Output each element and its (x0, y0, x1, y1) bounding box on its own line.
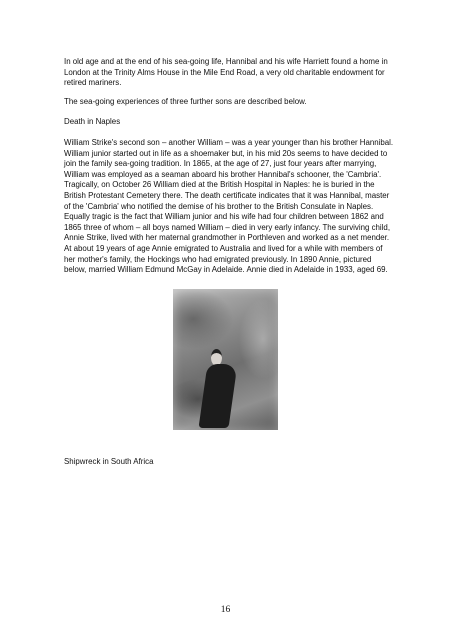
section-heading-shipwreck: Shipwreck in South Africa (64, 457, 154, 466)
annie-strike-photo (173, 289, 278, 430)
paragraph-further-sons: The sea-going experiences of three further sons are described below. (64, 97, 307, 106)
section-heading-death-in-naples: Death in Naples (64, 117, 121, 126)
photo-figure-dress (199, 364, 238, 428)
page-number: 16 (220, 605, 231, 615)
paragraph-william-junior: William Strike's second son – another William – was a year younger than his brother Hannibal. William junior started out in life as a shoemaker but, in his mid 20s seems to have decided to join the family sea-going tradition. In 1865, at the age of 27, just four years after marrying, William was employed as a seaman aboard his brother Hannibal's schooner, the 'Cambria'. Tragically, on October 26 William died at the British Hospital in Naples: he is buried in the British Protestant Cemetery there. The death certificate indicates that it was Hannibal, master of the 'Cambria' who notified the demise of his brother to the British Consulate in Naples. Equally tragic is the fact that William junior and his wife had four children between 1862 and 1865 three of whom – all boys named William – died in very early infancy. The surviving child, Annie Strike, lived with her maternal grandmother in Porthleven and worked as a net mender. At about 19 years of age Annie emigrated to Australia and lived for a while with members of her mother's family, the Hockings who had emigrated previously. In 1890 Annie, pictured below, married William Edmund McGay in Adelaide. Annie died in Adelaide in 1933, aged 69. (64, 138, 394, 275)
paragraph-trinity-alms-house: In old age and at the end of his sea-going life, Hannibal and his wife Harriett found a home in London at the Trinity Alms House in the Mile End Road, a very old charitable endowment for retired mariners. (64, 57, 388, 88)
